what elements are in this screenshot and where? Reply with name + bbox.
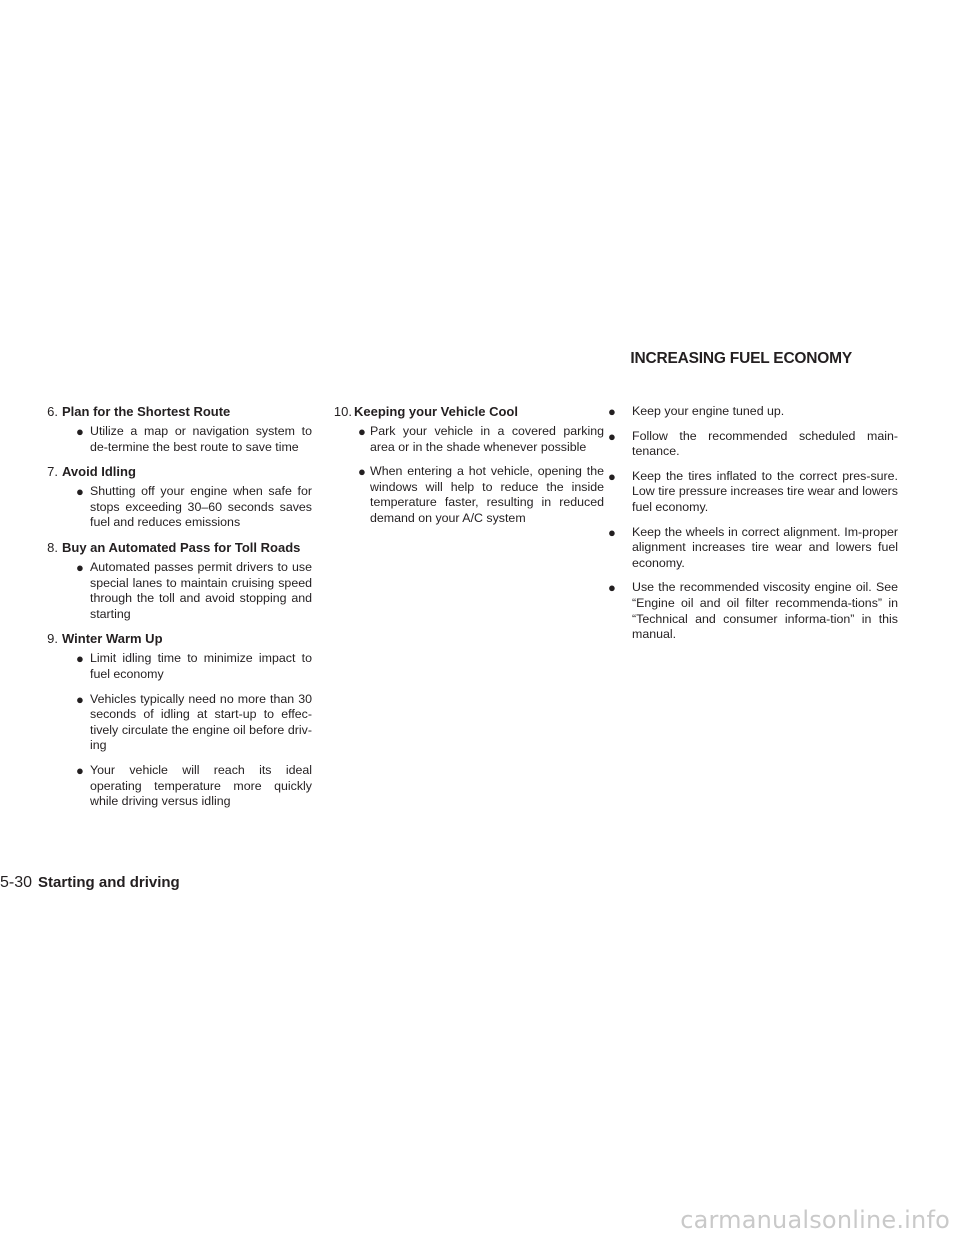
page-number: 5-30 — [0, 874, 33, 891]
numbered-item — [32, 464, 312, 531]
bullet-text: Keep the wheels in correct alignment. Im-proper alignment increases tire wear and lowers fuel economy. — [632, 524, 898, 570]
bullet-icon: ● — [76, 651, 84, 667]
bullet-text: Follow the recommended scheduled main-tenance. — [632, 428, 898, 459]
section-title: INCREASING FUEL ECONOMY — [630, 350, 852, 367]
item-title: Plan for the Shortest Route — [62, 404, 231, 419]
watermark-text: carmanualsonline.info — [680, 1206, 950, 1234]
bullet-text: Your vehicle will reach its ideal operating temperature more quickly while driving versus idling — [90, 762, 312, 809]
bullet-icon: ● — [608, 428, 616, 444]
bullet-text: Utilize a map or navigation system to de-termine the best route to save time — [90, 424, 312, 454]
bullet-item — [32, 560, 312, 622]
bullet-item — [314, 424, 604, 455]
bullet-list — [32, 560, 312, 622]
item-number: 8. — [47, 539, 58, 555]
numbered-item — [32, 631, 312, 809]
page-footer — [0, 874, 180, 892]
bullet-item — [32, 763, 312, 810]
bullet-icon: ● — [358, 464, 366, 480]
item-title: Keeping your Vehicle Cool — [354, 404, 518, 419]
item-heading — [32, 404, 312, 420]
bullet-icon: ● — [358, 424, 366, 439]
item-heading — [32, 540, 312, 556]
bullet-icon: ● — [76, 559, 84, 575]
item-heading — [314, 404, 604, 420]
item-number: 7. — [47, 464, 58, 480]
chapter-title: Starting and driving — [38, 874, 180, 891]
bullet-item — [608, 580, 898, 642]
bullet-text: Use the recommended viscosity engine oil. See “Engine oil and oil filter recommenda-tions” in “Technical and consumer informa-tion” in this manual. — [632, 580, 898, 642]
bullet-list — [32, 424, 312, 455]
bullet-text: Shutting off your engine when safe for stops exceeding 30–60 seconds saves fuel and reduces emissions — [90, 484, 312, 530]
bullet-text: Keep the tires inflated to the correct pres-sure. Low tire pressure increases tire wear and lowers fuel economy. — [632, 468, 898, 514]
item-number: 6. — [47, 404, 58, 419]
bullet-item — [32, 484, 312, 531]
bullet-text: Automated passes permit drivers to use special lanes to maintain cruising speed through the toll and avoid stopping and starting — [90, 559, 312, 621]
bullet-item — [32, 651, 312, 682]
bullet-list — [32, 651, 312, 809]
item-heading — [32, 464, 312, 480]
bullet-icon: ● — [608, 524, 616, 540]
bullet-item — [608, 429, 898, 460]
bullet-text: Park your vehicle in a covered parking area or in the shade whenever possible — [370, 424, 604, 454]
item-title: Avoid Idling — [62, 464, 136, 480]
bullet-text: Keep your engine tuned up. — [632, 404, 785, 418]
bullet-list — [314, 424, 604, 527]
item-heading — [32, 631, 312, 647]
bullet-item — [608, 469, 898, 516]
column-1 — [32, 404, 312, 819]
bullet-text: Vehicles typically need no more than 30 seconds of idling at start-up to effec-tively circulate the engine oil before driv-ing — [90, 691, 312, 753]
bullet-item — [314, 464, 604, 526]
bullet-text: Limit idling time to minimize impact to fuel economy — [90, 651, 312, 681]
bullet-icon: ● — [76, 484, 84, 500]
numbered-item — [32, 404, 312, 455]
bullet-item — [32, 692, 312, 754]
bullet-icon: ● — [608, 580, 616, 596]
bullet-text: When entering a hot vehicle, opening the windows will help to reduce the inside temperature faster, resulting in reduced demand on your A/C system — [370, 464, 604, 525]
bullet-item — [608, 404, 898, 420]
bullet-icon: ● — [76, 762, 84, 778]
bullet-icon: ● — [608, 468, 616, 484]
bullet-icon: ● — [76, 691, 84, 707]
numbered-item — [314, 404, 604, 527]
item-number: 9. — [47, 631, 58, 647]
item-number: 10. — [333, 404, 352, 419]
item-title: Buy an Automated Pass for Toll Roads — [62, 539, 301, 555]
numbered-item — [32, 540, 312, 622]
bullet-list — [608, 404, 898, 643]
bullet-icon: ● — [76, 424, 84, 439]
column-2 — [314, 404, 604, 536]
bullet-icon: ● — [608, 404, 616, 419]
bullet-item — [32, 424, 312, 455]
bullet-item — [608, 525, 898, 572]
bullet-list — [32, 484, 312, 531]
item-title: Winter Warm Up — [62, 631, 163, 647]
column-3 — [608, 404, 898, 652]
